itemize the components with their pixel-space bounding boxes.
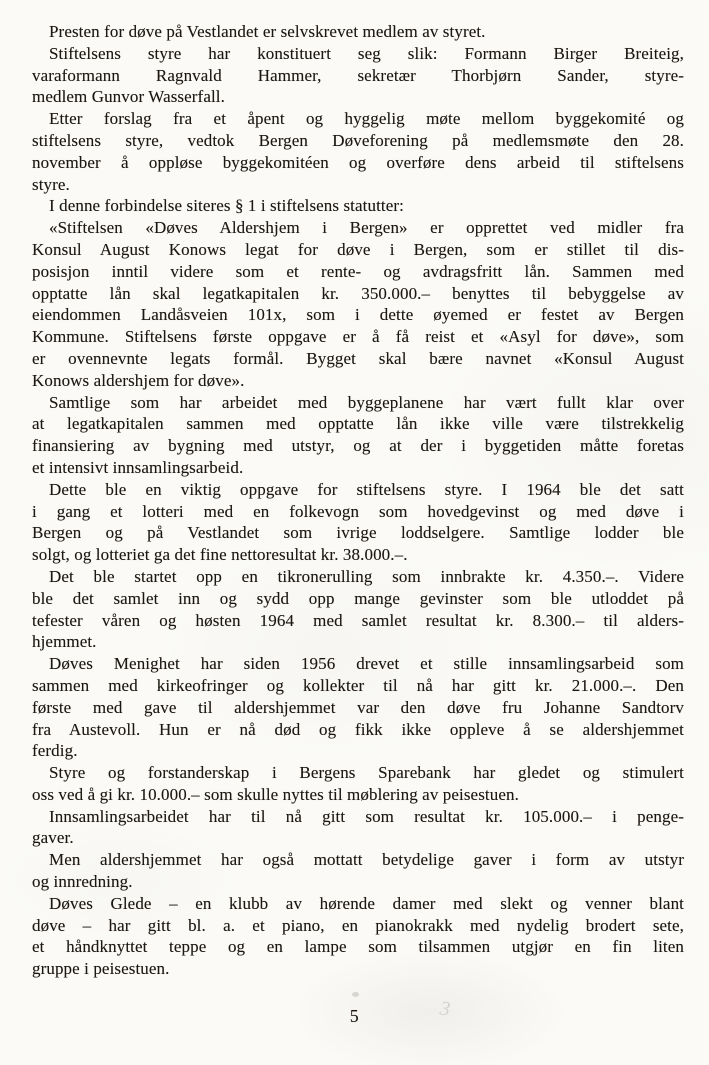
text-line: ferdig. [32, 741, 78, 761]
text-line: Dette ble en viktig oppgave for stiftelsens styre. I 1964 ble det satt [49, 479, 684, 499]
text-line: Styre og forstanderskap i Bergens Sparebank har gledet og stimulert [49, 763, 684, 783]
text-line: november å oppløse byggekomitéen og overføre dens arbeid til stiftelsens [32, 152, 684, 172]
paragraph [32, 566, 684, 653]
text-line: stiftelsens styre, vedtok Bergen Døveforening på medlemsmøte den 28. [32, 130, 684, 150]
text-line: gaver. [32, 828, 74, 848]
paragraph [32, 479, 684, 566]
text-line: «Stiftelsen «Døves Aldershjem i Bergen» er opprettet ved midler fra [49, 218, 684, 238]
paragraph [32, 392, 684, 479]
paragraph [32, 195, 684, 217]
ink-speck [352, 992, 359, 997]
text-line: er ovennevnte legats formål. Bygget skal bære navnet «Konsul August [32, 348, 684, 368]
text-line: I denne forbindelse siteres § 1 i stiftelsens statutter: [49, 196, 404, 216]
text-line: varaformann Ragnvald Hammer, sekretær Thorbjørn Sander, styre- [32, 65, 684, 85]
text-line: Kommune. Stiftelsens første oppgave er å få reist et «Asyl for døve», som [32, 327, 684, 347]
text-line: ble det samlet inn og sydd opp mange gevinster som ble utloddet på [32, 588, 684, 608]
text-line: Det ble startet opp en tikronerulling som innbrakte kr. 4.350.–. Videre [49, 566, 684, 586]
text-line: Døves Glede – en klubb av hørende damer med slekt og venner blant [49, 893, 684, 913]
text-line: at legatkapitalen sammen med opptatte lån ikke ville være tilstrekkelig [32, 414, 684, 434]
text-block [32, 21, 684, 980]
text-line: fra Austevoll. Hun er nå død og fikk ikke oppleve å se aldershjemmet [32, 719, 684, 739]
text-line: oss ved å gi kr. 10.000.– som skulle nyttes til møblering av peisestuen. [32, 784, 519, 804]
text-line: gruppe i peisestuen. [32, 959, 170, 979]
paragraph [32, 806, 684, 850]
text-line: i gang et lotteri med en folkevogn som hovedgevinst og med døve i [32, 501, 684, 521]
text-line: Stiftelsens styre har konstituert seg slik: Formann Birger Breiteig, [49, 43, 684, 63]
paragraph [32, 893, 684, 980]
paragraph [32, 217, 684, 391]
text-line: opptatte lån skal legatkapitalen kr. 350.000.– benyttes til bebyggelse av [32, 283, 684, 303]
text-line: Konsul August Konows legat for døve i Bergen, som er stillet til dis- [32, 239, 684, 259]
text-line: Konows aldershjem for døve». [32, 370, 245, 390]
paragraph [32, 21, 684, 43]
paragraph [32, 849, 684, 893]
text-line: og innredning. [32, 872, 133, 892]
text-line: et håndknyttet teppe og en lampe som tilsammen utgjør en fin liten [32, 937, 684, 957]
text-line: et intensivt innsamlingsarbeid. [32, 457, 244, 477]
text-line: finansiering av bygning med utstyr, og at der i byggetiden måtte foretas [32, 436, 684, 456]
paragraph [32, 108, 684, 195]
text-line: Presten for døve på Vestlandet er selvskrevet medlem av styret. [49, 22, 486, 41]
text-line: posisjon inntil videre som et rente- og avdragsfritt lån. Sammen med [32, 261, 684, 281]
text-line: Bergen og på Vestlandet som ivrige loddselgere. Samtlige lodder ble [32, 523, 684, 543]
page-number: 5 [349, 1006, 360, 1026]
text-line: hjemmet. [32, 632, 97, 652]
text-line: styre. [32, 174, 70, 194]
text-line: døve – har gitt bl. a. et piano, en pianokrakk med nydelig brodert sete, [32, 915, 684, 935]
text-line: solgt, og lotteriet ga det fine nettoresultat kr. 38.000.–. [32, 545, 408, 565]
text-line: Samtlige som har arbeidet med byggeplanene har vært fullt klar over [49, 392, 684, 412]
paragraph [32, 43, 684, 108]
text-line: Etter forslag fra et åpent og hyggelig møte mellom byggekomité og [49, 109, 684, 129]
text-line: Innsamlingsarbeidet har til nå gitt som resultat kr. 105.000.– i penge- [49, 806, 684, 826]
paragraph [32, 653, 684, 762]
ink-smudge: 3 [438, 997, 452, 1021]
text-line: Men aldershjemmet har også mottatt betydelige gaver i form av utstyr [49, 850, 684, 870]
text-line: sammen med kirkeofringer og kollekter til nå har gitt kr. 21.000.–. Den [32, 675, 684, 695]
paragraph [32, 762, 684, 806]
text-line: Døves Menighet har siden 1956 drevet et stille innsamlingsarbeid som [49, 654, 684, 674]
text-line: første med gave til aldershjemmet var den døve fru Johanne Sandtorv [32, 697, 684, 717]
text-line: eiendommen Landåsveien 101x, som i dette øyemed er festet av Bergen [32, 305, 684, 325]
text-line: medlem Gunvor Wasserfall. [32, 87, 225, 107]
text-line: tefester våren og høsten 1964 med samlet resultat kr. 8.300.– til alders- [32, 610, 684, 630]
